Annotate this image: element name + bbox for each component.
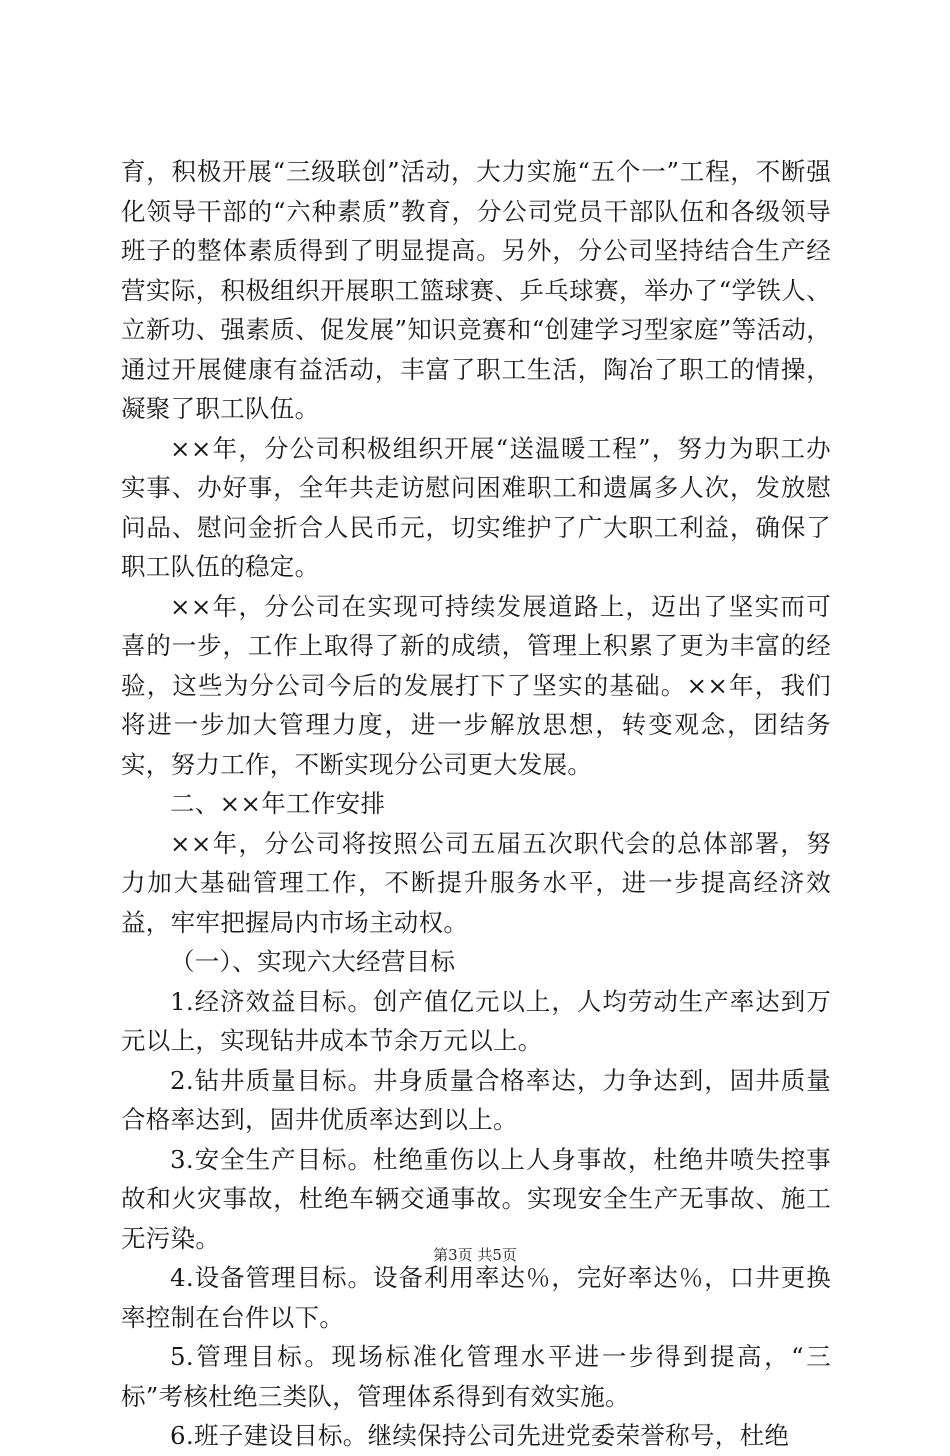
page-number-footer: 第3页 共5页 [433,1246,517,1264]
paragraph-year-summary: ××年，分公司在实现可持续发展道路上，迈出了坚实而可喜的一步，工作上取得了新的成绩，管理上积累了更为丰富的经验，这些为分公司今后的发展打下了坚实的基础。××年，我们将进一步加大管理力度，进一步解放思想，转变观念，团结务实，努力工作，不断实现分公司更大发展。 [121,591,831,779]
goal-item-economic: 1.经济效益目标。创产值亿元以上，人均劳动生产率达到万元以上，实现钻井成本节余万元以上。 [121,986,831,1055]
paragraph-continuation: 育，积极开展“三级联创”活动，大力实施“五个一”工程，不断强化领导干部的“六种素质”教育，分公司党员干部队伍和各级领导班子的整体素质得到了明显提高。另外，分公司坚持结合生产经营实际，积极组织开展职工篮球赛、乒乓球赛，举办了“学铁人、立新功、强素质、促发展”知识竞赛和“创建学习型家庭”等活动，通过开展健康有益活动，丰富了职工生活，陶冶了职工的情操，凝聚了职工队伍。 [121,157,831,423]
paragraph-work-plan-intro: ××年，分公司将按照公司五届五次职代会的总体部署，努力加大基础管理工作，不断提升服务水平，进一步提高经济效益，牢牢把握局内市场主动权。 [121,828,831,937]
section-heading-work-plan: 二、××年工作安排 [170,789,386,818]
subsection-heading-six-goals: （一）、实现六大经营目标 [170,947,456,976]
goal-item-drilling-quality: 2.钻井质量目标。井身质量合格率达，力争达到，固井质量合格率达到，固井优质率达到以上。 [121,1065,831,1134]
goal-item-safety: 3.安全生产目标。杜绝重伤以上人身事故，杜绝井喷失控事故和火灾事故，杜绝车辆交通事故。实现安全生产无事故、施工无污染。 [121,1144,831,1253]
paragraph-warmth-project: ××年，分公司积极组织开展“送温暖工程”，努力为职工办实事、办好事，全年共走访慰问困难职工和遗属多人次，发放慰问品、慰问金折合人民币元，切实维护了广大职工利益，确保了职工队伍的稳定。 [121,433,831,581]
goal-item-equipment: 4.设备管理目标。设备利用率达％，完好率达％，口井更换率控制在台件以下。 [121,1263,831,1332]
goal-item-management: 5.管理目标。现场标准化管理水平进一步得到提高，“三标”考核杜绝三类队，管理体系得到有效实施。 [121,1342,831,1411]
goal-item-team-building: 6.班子建设目标。继续保持公司先进党委荣誉称号，杜绝 [170,1421,790,1450]
